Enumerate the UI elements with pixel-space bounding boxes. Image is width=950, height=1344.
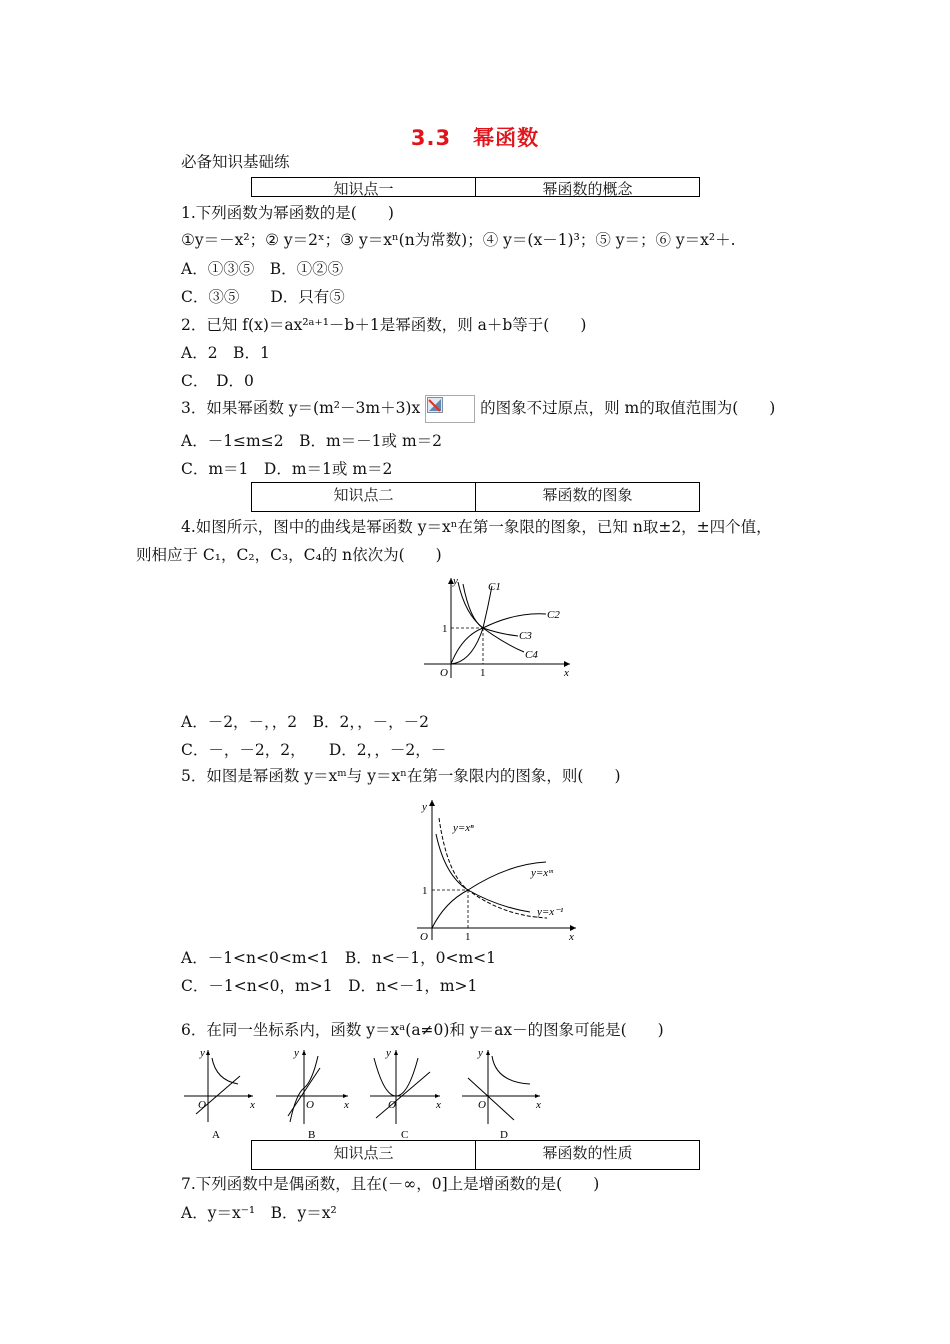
page-title: 3.3 幂函数	[410, 126, 540, 150]
graph-a-origin: O	[198, 1099, 206, 1111]
graph-c-origin: O	[388, 1099, 396, 1111]
c4-label: C4	[525, 649, 538, 661]
knowledge-point: 知识点一	[252, 178, 476, 196]
curve-y-xm	[432, 862, 546, 928]
knowledge-point: 知识点二	[252, 483, 476, 511]
label-y-xm: y=xᵐ	[531, 867, 553, 879]
question-5-options-cd: C．－1<n<0，m>1 D．n<－1，m>1	[181, 977, 478, 995]
question-3-text-end: 的图象不过原点，则 m的取值范围为( )	[480, 399, 776, 417]
c2-label: C2	[547, 609, 560, 621]
graph-b-y-label: y	[294, 1047, 299, 1059]
option-b-graph	[276, 1047, 349, 1140]
question-3-options-ab: A．－1≤m≤2 B．m＝－1或 m＝2	[181, 432, 443, 450]
y-label: y	[453, 575, 458, 587]
origin-label: O	[440, 667, 448, 679]
option-d-graph	[462, 1047, 541, 1140]
knowledge-topic: 幂函数的图象	[542, 486, 633, 504]
y-label: y	[422, 801, 427, 813]
knowledge-topic: 幂函数的概念	[542, 180, 633, 198]
graph-a-y-label: y	[200, 1047, 205, 1059]
question-3-text: 3．如果幂函数 y＝(m²－3m＋3)x	[181, 399, 421, 417]
option-b-label: B	[308, 1129, 316, 1140]
knowledge-table-1	[251, 177, 700, 197]
question-6: 6．在同一坐标系内，函数 y＝xᵃ(a≠0)和 y＝ax－的图象可能是( )	[181, 1021, 664, 1039]
option-a-label: A	[212, 1129, 220, 1140]
question-7: 7.下列函数中是偶函数，且在(－∞，0]上是增函数的是( )	[181, 1175, 600, 1193]
x-tick-1: 1	[465, 931, 471, 943]
graph-d-origin: O	[478, 1099, 486, 1111]
label-y-xn: y=xⁿ	[453, 822, 474, 834]
graph-d-y-label: y	[478, 1047, 483, 1059]
option-d-label: D	[500, 1129, 508, 1140]
y-tick-1: 1	[422, 885, 428, 897]
graph-b-x-label: x	[344, 1099, 349, 1111]
question-4-line-1: 4.如图所示，图中的曲线是幂函数 y＝xⁿ在第一象限的图象，已知 n取±2，±四个值，	[181, 518, 772, 536]
x-tick-1: 1	[480, 667, 486, 679]
knowledge-table-2	[251, 482, 700, 512]
graph-c-x-label: x	[436, 1099, 441, 1111]
question-1-options-cd: C．③⑤ D．只有⑤	[181, 288, 345, 306]
origin-label: O	[420, 931, 428, 943]
question-1: 1.下列函数为幂函数的是( )	[181, 204, 394, 222]
question-5: 5．如图是幂函数 y＝xᵐ与 y＝xⁿ在第一象限内的图象，则( )	[181, 767, 621, 785]
question-4-options-cd: C．－，－2，2， D．2，，－2，－	[181, 741, 447, 759]
question-3-options-cd: C．m＝1 D．m＝1或 m＝2	[181, 460, 393, 478]
c1-label: C1	[488, 581, 501, 593]
section-heading: 必备知识基础练	[181, 153, 290, 171]
question-2: 2．已知 f(x)＝ax²ᵃ⁺¹－b＋1是幂函数，则 a＋b等于( )	[181, 316, 587, 334]
knowledge-topic: 幂函数的性质	[542, 1144, 633, 1162]
question-2-options-ab: A．2 B．1	[181, 344, 270, 362]
question-7-options-ab: A．y＝x⁻¹ B．y＝x²	[181, 1204, 337, 1222]
question-2-options-cd: C． D．0	[181, 372, 254, 390]
question-5-options-ab: A．－1<n<0<m<1 B．n<－1，0<m<1	[181, 949, 497, 967]
x-label: x	[564, 667, 569, 679]
graph-c-y-label: y	[386, 1047, 391, 1059]
broken-image-icon	[425, 395, 475, 423]
question-6-figure	[178, 1044, 548, 1140]
option-c-graph	[370, 1047, 441, 1140]
y-tick-1: 1	[442, 623, 448, 635]
option-a-graph	[184, 1047, 255, 1140]
question-1-options-ab: A．①③⑤ B．①②⑤	[181, 260, 344, 278]
graph-a-x-label: x	[250, 1099, 255, 1111]
knowledge-table-3	[251, 1140, 700, 1170]
c3-label: C3	[519, 630, 532, 642]
question-4-line-2: 则相应于 C₁，C₂，C₃，C₄的 n依次为( )	[136, 546, 442, 564]
option-c-label: C	[401, 1129, 409, 1140]
label-y-x-inverse: y=x⁻¹	[537, 906, 564, 918]
x-label: x	[569, 931, 574, 943]
question-4-figure	[420, 572, 575, 682]
question-3	[181, 395, 775, 423]
graph-d-x-label: x	[536, 1099, 541, 1111]
knowledge-point: 知识点三	[252, 1141, 476, 1169]
question-5-figure	[413, 794, 583, 944]
y-axis-arrow	[429, 800, 435, 806]
question-1-items: ①y＝－x²；② y＝2ˣ；③ y＝xⁿ(n为常数)；④ y＝(x－1)³；⑤ y＝；⑥ y＝x²＋.	[181, 231, 736, 249]
question-4-options-ab: A．－2，－，，2 B．2，，－，－2	[181, 713, 430, 731]
graph-b-origin: O	[306, 1099, 314, 1111]
curve-c1	[451, 586, 492, 664]
